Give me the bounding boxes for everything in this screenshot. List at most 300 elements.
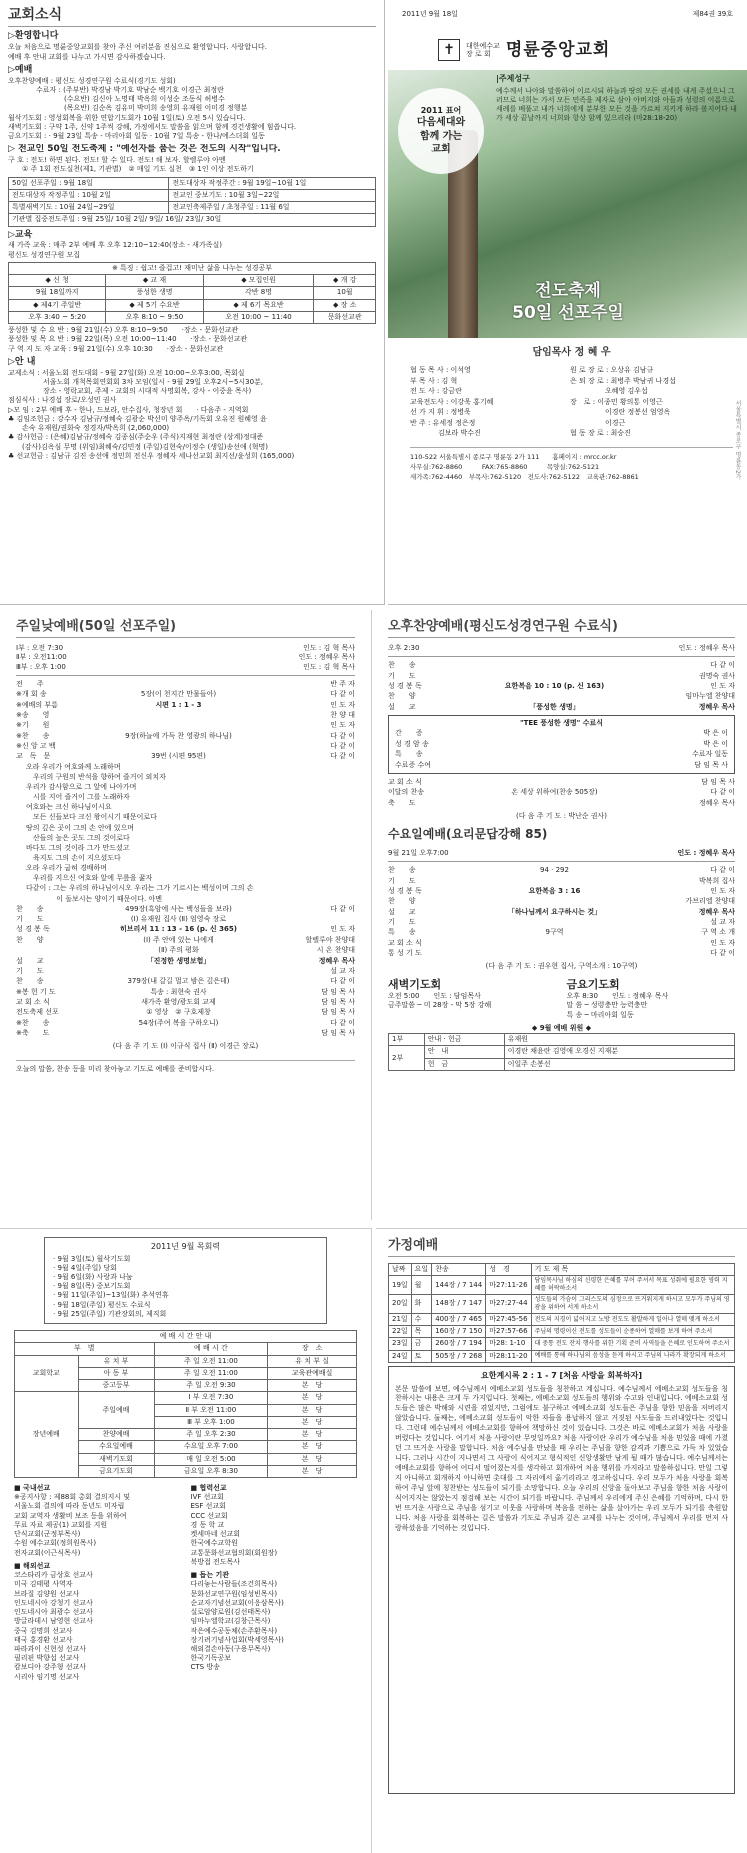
- senior-pastor: 담임목사 정 혜 우: [532, 347, 611, 358]
- order-item: 기 도: [16, 966, 44, 975]
- order-row: [16, 700, 355, 710]
- responsive-line: 바다도 그의 것이라 그가 만드셨고: [26, 843, 130, 852]
- notice-line: ♣ 감사헌금 : (은혜)김남규/정혜숙 김종심(주순우 (주식)지재현 최정란 (상계)정대준: [8, 433, 264, 442]
- education-line: 풍성한 및 수 요 반 : 9월 21일(수) 오후 8:10~9:50 ·장소 - 문화선교관: [8, 326, 239, 335]
- table-cell: 주님의 명령이신 전도를 성도들이 순종하여 열매를 보게 하여 주소서: [531, 1326, 734, 1338]
- notice-line: 서울노회 개척목회연회회 3차 모임(일시 - 9월 29일 오후2시~5시30분,: [8, 377, 264, 386]
- table-cell: 유재원: [504, 1034, 734, 1046]
- order-item: 이달의 찬송: [388, 788, 425, 797]
- order-detail: 379장(내 갈길 멀고 밤은 깊은데): [127, 977, 230, 986]
- table-cell: 수요일 오후 7:00: [154, 1441, 268, 1453]
- order-leader: 다 같 이: [330, 904, 355, 913]
- table-cell: 풍성한 생명: [106, 287, 203, 299]
- calendar-item: · 9월 4일(주일) 당회: [53, 1263, 117, 1272]
- table-row: [9, 214, 376, 226]
- cross-logo-icon: ✝: [438, 39, 460, 61]
- sunday-footer: 오늘의 말씀, 찬송 등을 미리 찾아놓고 기도로 예배를 준비합시다.: [16, 1060, 355, 1074]
- table-cell: 대 중통 전도 잔치 행사를 위한 기획 준비 사역들을 은혜로 인도하여 주소서: [531, 1338, 734, 1350]
- order-leader: 다 같 이: [330, 1018, 355, 1027]
- order-leader: 구 역 소 개: [701, 928, 735, 937]
- staff-cell: 원 로 장 로 : 오상유 김남규: [570, 366, 654, 375]
- order-row: [388, 777, 735, 787]
- table-cell: 담임목사님 하심의 신령한 은혜를 부어 주셔서 목표 성취에 필요한 영력 지혜를 허락하소서: [531, 1276, 734, 1295]
- table-cell: Ⅱ 부 오전 11:00: [154, 1404, 268, 1416]
- service-time-text: Ⅲ부 : 오후 1:00: [16, 662, 66, 671]
- notice-line: 교제소식 : 서울노회 전도대회 - 9월 27일(화) 오전 10:00~오후3:00, 목회실: [8, 368, 245, 377]
- order-leader: 설 교 자: [330, 966, 355, 975]
- order-item: ※봉 헌 기 도: [16, 987, 56, 996]
- mission-line: ESF 선교회: [190, 1502, 226, 1511]
- responsive-line: 우리를 지으신 여호와 앞에 무릎을 꿇자: [26, 874, 153, 883]
- order-item: ※축 도: [16, 1029, 50, 1038]
- table-cell: 본 당: [268, 1453, 357, 1465]
- calendar-item: · 9월 25일(주일) 기관장회의, 제직회: [53, 1309, 167, 1318]
- order-detail: 히브리서 11 : 13 - 16 (p. 신 365): [120, 925, 237, 934]
- dawn-prayer-line: 금주말씀 ─ 미 28장 - 막 5장 강해: [388, 1001, 492, 1010]
- committee-title: ◆ 9월 예배 위원 ◆: [531, 1023, 592, 1032]
- education-line: 새 가족 교육 : 매주 2부 예배 후 오후 12:10~12:40(장소 - 새가족실): [8, 241, 222, 250]
- mission-line: 해외결손아동(구용무목사): [190, 1644, 271, 1653]
- order-item: ※예배의 부름: [16, 700, 58, 709]
- mission-line: 중국 김명희 선교사: [14, 1626, 73, 1635]
- table-cell: 24일: [389, 1350, 412, 1362]
- notice-line: 손숙 유재원/권화숙 정경자/박옥희 (2,060,000): [8, 424, 170, 433]
- table-cell: 마28:11-20: [486, 1350, 531, 1362]
- table-cell: ◆ 개 강: [314, 275, 376, 287]
- order-row: [16, 710, 355, 720]
- order-row: [16, 914, 355, 924]
- table-cell: 22일: [389, 1326, 412, 1338]
- order-leader: 시 온 찬양대: [316, 946, 355, 955]
- contact-info: [410, 447, 733, 482]
- sermon-title: 「하나님께서 요구하시는 것」: [507, 907, 602, 916]
- calendar-item: · 9월 6일(화) 사랑과 나눔: [53, 1273, 133, 1282]
- order-item: 간 증: [395, 729, 423, 738]
- table-cell: 주 일 오전 9:30: [154, 1380, 268, 1392]
- table-cell: 마27:11-26: [486, 1276, 531, 1295]
- service-leader: 인도 : 김 혁 목사: [303, 644, 355, 653]
- worship-line: (목요반) 김순옥 김유미 박미희 송영희 유재원 이미경 정행분: [8, 104, 248, 113]
- motto-circle: [398, 88, 484, 174]
- staff-row: [410, 418, 733, 429]
- table-cell: ◆ 제 6기 목요반: [203, 299, 314, 311]
- devotional-text: 본문 말씀에 보면, 예수님께서 에베소교회 성도들을 칭찬하고 계십니다. 예수님께서 에베소교회 성도들을 칭찬하시는 내용은 크게 두 가지입니다. 첫째는, 에베소교회 성도들의 행위와 수고와 인내입니다. 에베소교회 성도들은 많은 박해와 시련을 겪었지만, 그럼에도 불구하고 에베소교회 성도들은 주님을 향한 믿음을 저버리지 않았습니다. 둘째는, 에베소교회 성도들이 악한 자들을 용납하지 않고 거짓된 사도들을 드러내었다는 것입니다. 그런데 예수님께서 에베소교회를 향하여 책망하신 것이 있습니다. 그것은 바로 에베소교회가 처음 사랑을 버렸다는 것입니다. 여기서 처음 사랑이란 무엇일까요? 처음 사랑이란 우리가 예수님을 처음 믿었을 때에 가졌던 그 뜨거운 사랑을 말합니다. 처음 예수님을 만났을 때 우리는 주님을 향한 감격과 기쁨으로 가득 차 있었습니다. 그러나 시간이 지나면서 그 사랑이 식어지고 형식적인 신앙생활만 남게 될 때가 많습니다. 예수님께서는 에베소교회를 향하여 어디서 떨어졌는지를 생각하고 회개하여 처음 행위를 가지라고 말씀하십니다. 만일 그렇지 아니하고 회개하지 아니하면 촛대를 그 자리에서 옮기리라고 경고하십니다. 우리 모두가 처음 사랑을 회복하여 주님 앞에 칭찬받는 성도들이 되기를 소망합니다. 오늘 우리의 신앙을 돌아보고 주님을 향한 처음 사랑이 식어지지는 않았는지 점검해 보는 시간이 되기를 바랍니다. 주님께서 우리에게 주신 은혜를 기억하며, 다시 한 번 뜨거운 사랑으로 주님을 섬기고 이웃을 사랑하며 복음을 전하는 삶을 살아가는 우리 모두가 되기를 축원합니다. 처음 사랑을 회복하는 길은 말씀과 기도로 주님과 깊은 교제를 나누는 것이며, 주님께서 우리를 먼저 사랑하셨음을 기억하는 것입니다.: [395, 1384, 728, 1532]
- ministry-calendar: [44, 1237, 327, 1324]
- service-leader: 인도 : 정혜우 목사: [298, 653, 355, 662]
- order-leader: 인 도 자: [710, 682, 735, 691]
- notice-heading: ▷안 내: [8, 356, 36, 367]
- order-row: [16, 1018, 355, 1028]
- motto-line: 교회: [431, 143, 451, 155]
- table-cell: 마27:27-44: [486, 1295, 531, 1314]
- friday-prayer-line: 오후 8:30 인도 : 정혜우 목사: [566, 992, 669, 1001]
- mission-line: 임마누엘학교(김창근목사): [190, 1617, 271, 1626]
- table-cell: 19일: [389, 1276, 412, 1295]
- order-row: [16, 1007, 355, 1017]
- mission-line: 브라질 김양원 선교사: [14, 1589, 80, 1598]
- table-cell: 예배를 통해 하나님의 음성을 듣게 하시고 주님의 나라가 확장되게 하소서: [531, 1350, 734, 1362]
- order-row: [16, 935, 355, 945]
- order-row: [16, 731, 355, 741]
- table-cell: 화: [411, 1295, 432, 1314]
- sermon-title: 「풍성한 생명」: [529, 702, 580, 711]
- dawn-prayer-line: 오전 5:00 인도 : 담임목사: [388, 992, 481, 1001]
- order-row: [388, 702, 735, 712]
- table-cell: 마27:57-66: [486, 1326, 531, 1338]
- contact-line: 사무실:762-8860 FAX:765-8860 목양실:762-5121: [410, 462, 600, 471]
- table-cell: 본 당: [268, 1392, 357, 1404]
- service-time-text: Ⅱ부 : 오전11:00: [16, 653, 67, 662]
- table-cell: 전교인 중보기도 : 10월 3일~22일: [169, 189, 376, 201]
- order-row: [388, 948, 735, 958]
- table-cell: 전도대상자 작정주일 : 10월 2일: [9, 189, 169, 201]
- order-detail: 새가족 환영/광도회 교제: [141, 997, 216, 1006]
- order-item: 기 도: [388, 876, 416, 885]
- order-row: [388, 896, 735, 906]
- order-item: 기 도: [388, 671, 416, 680]
- table-cell: 본 당: [268, 1404, 357, 1416]
- table-header: 성 경: [486, 1264, 531, 1276]
- bulletin-issue: 제84권 39호: [692, 10, 733, 19]
- table-cell: Ⅰ 부 오전 7:30: [154, 1392, 268, 1404]
- worship-line: 금요기도회 : · 9월 23일 특송 - 마리아회 일동 · 10월 7일 특송 - 한나/에스더회 일동: [8, 132, 265, 141]
- order-item: 찬 양: [16, 935, 44, 944]
- table-cell: 헌 금: [424, 1058, 504, 1070]
- mission-line: 한국예수교학원: [190, 1539, 238, 1548]
- order-leader: 다 같 이: [710, 866, 735, 875]
- table-cell: 160장 / 7 150: [432, 1326, 486, 1338]
- table-row: [389, 1046, 735, 1058]
- order-item: 성 경 암 송: [395, 739, 429, 748]
- sermon-title: 「진정한 생명보험」: [146, 956, 211, 965]
- bible-study-table: [8, 262, 376, 324]
- table-cell: 148장 / 7 147: [432, 1295, 486, 1314]
- wednesday-title: 수요일예배(요리문답강해 85): [388, 827, 548, 842]
- table-row: [9, 202, 376, 214]
- bulletin-date: 2011년 9월 18일: [402, 10, 458, 19]
- table-cell: 새벽기도회: [78, 1453, 154, 1465]
- welcome-line: 오늘 처음으로 명륜중앙교회를 찾아 주신 여러분을 진심으로 환영합니다. 사랑합니다.: [8, 43, 267, 52]
- table-cell: 오전 10:00 ~ 11:40: [203, 311, 314, 323]
- order-detail: (Ⅰ) 유재원 집사 (Ⅱ) 엄영숙 장로: [130, 915, 227, 924]
- table-cell: 교육관예배실: [268, 1367, 357, 1379]
- graduation-title: "TEE 풍성한 생명" 수료식: [519, 719, 604, 728]
- mission-line: 인도네시아 최광수 선교사: [14, 1608, 93, 1617]
- mission-line: 북방접 전도목사: [190, 1557, 241, 1566]
- table-cell: 찬양예배: [78, 1429, 154, 1441]
- news-title: 교회소식: [8, 6, 376, 27]
- motto-line: 함께 가는: [419, 130, 463, 142]
- order-row: [388, 907, 735, 917]
- table-cell: ◆ 신 청: [9, 275, 106, 287]
- staff-row: [410, 428, 733, 439]
- mission-line: 단식교회(군정부목사): [14, 1530, 81, 1539]
- table-cell: 144장 / 7 144: [432, 1276, 486, 1295]
- table-row: [9, 262, 376, 274]
- table-cell: 이경란 채윤란 김영애 오경신 지재분: [504, 1046, 734, 1058]
- order-row: [388, 927, 735, 937]
- motto-line: 2011 표어: [420, 105, 462, 115]
- cover-panel: [388, 0, 747, 605]
- contact-line: 110-522 서울특별시 종로구 명륜동 2가 111 홈페이지 : mrcc.or.kr: [410, 452, 617, 461]
- table-cell: 목: [411, 1326, 432, 1338]
- table-row: [389, 1338, 735, 1350]
- notice-line: 장소 - 영락교회, 주제 - 교회의 시대적 사명회복, 강사 - 이중윤 목사): [8, 387, 252, 396]
- order-row: [388, 660, 735, 670]
- responsive-line: 오라 우리가 굽혀 경배하며: [26, 864, 108, 873]
- order-row: [16, 720, 355, 730]
- responsive-line: 우리의 구원의 반석을 향하여 즐거이 외치자: [26, 772, 166, 781]
- mission-line: 필리핀 박향섭 선교사: [14, 1654, 80, 1663]
- table-cell: ◆ 교 재: [106, 275, 203, 287]
- mission-line: 전자교회(이근식목사): [14, 1548, 81, 1557]
- order-detail: [440, 671, 669, 681]
- mission-line: IVF 선교회: [190, 1493, 224, 1502]
- table-cell: 주 일 오후 2:30: [154, 1429, 268, 1441]
- order-row: [16, 987, 355, 997]
- table-cell: 505장 / 7 268: [432, 1350, 486, 1362]
- table-header: 예 배 시 간: [154, 1343, 268, 1355]
- order-detail: 54장(주여 복을 구하오니): [138, 1018, 219, 1027]
- mission-line: 켓세마네 선교회: [190, 1530, 241, 1539]
- order-leader: 정혜우 목사: [318, 956, 355, 965]
- church-news-panel: [0, 0, 385, 605]
- service-time-text: 오후 2:30: [388, 644, 420, 653]
- responsive-line: 산들의 높은 곳도 그의 것이로다: [26, 833, 130, 842]
- calendar-item: · 9월 3일(토) 월삭기도회: [53, 1254, 131, 1263]
- service-time-text: Ⅰ부 : 오전 7:30: [16, 644, 64, 653]
- foreign-missions-title: ■ 해외선교: [14, 1561, 51, 1570]
- order-item: ※찬 송: [16, 731, 50, 740]
- mission-line: 장기려기념사업회(박세영목사): [190, 1635, 284, 1644]
- order-detail: 499장(흑암에 사는 백성들을 보라): [125, 904, 232, 913]
- evangelism-line: ① 주 1회 전도실천(제1, 기관별) ② 매일 기도 실천 ③ 1인 이상 전도하기: [8, 165, 254, 174]
- table-cell: 이일주 손봉선: [504, 1058, 734, 1070]
- order-leader: 담 임 목 사: [321, 987, 355, 996]
- table-header: 장 소: [268, 1343, 357, 1355]
- calendar-title: 2011년 9월 목회력: [150, 1242, 221, 1251]
- order-item: 교 회 소 식: [388, 777, 422, 786]
- mission-line: 인도네시아 강청기 선교사: [14, 1598, 93, 1607]
- order-row: [16, 945, 355, 955]
- family-title: 가정예배: [388, 1237, 735, 1257]
- staff-cell: 협 동 목 사 : 이석영: [410, 366, 471, 375]
- order-detail: (Ⅱ) 주의 평화: [158, 946, 199, 955]
- order-item: 통 성 기 도: [388, 949, 422, 958]
- order-row: [395, 739, 728, 749]
- order-leader: 다 같 이: [710, 788, 735, 797]
- order-row: [395, 749, 728, 759]
- table-cell: 특별새벽기도 : 10월 24일~29일: [9, 202, 169, 214]
- table-cell: 본 당: [268, 1465, 357, 1477]
- order-row: [388, 671, 735, 681]
- next-prayer-note: (다 음 주 기 도 : 박난순 권사): [515, 811, 608, 820]
- order-leader: [289, 914, 355, 924]
- table-cell: 수: [411, 1314, 432, 1326]
- aid-orgs-title: ■ 돕는 기관: [190, 1571, 230, 1580]
- staff-cell: 전 도 사 : 강금란: [410, 387, 462, 396]
- order-leader: 다 같 이: [330, 690, 355, 699]
- table-row: [9, 299, 376, 311]
- order-leader: 정혜우 목사: [698, 702, 735, 711]
- committee-table: [388, 1033, 735, 1071]
- order-detail: 요한복음 3 : 16: [528, 886, 581, 895]
- order-leader: 찬 양 대: [330, 710, 355, 719]
- order-leader: 담 임 목 사: [321, 997, 355, 1006]
- order-row: [16, 924, 355, 934]
- table-cell: 23일: [389, 1338, 412, 1350]
- order-row: [388, 787, 735, 797]
- order-item: 찬 송: [16, 977, 44, 986]
- worship-line: 새벽기도회 : 구약 1주, 신약 1주씩 강해, 가정에서도 말씀을 읽으며 함께 경건생활에 힘씁니다.: [8, 122, 297, 131]
- table-row: [9, 189, 376, 201]
- table-header: 요일: [411, 1264, 432, 1276]
- mission-line: 캄보디아 강주형 선교사: [14, 1663, 87, 1672]
- order-leader: 박 은 이: [703, 739, 728, 748]
- next-prayer-note: (다 음 주 기 도 (Ⅰ) 이규식 집사 (Ⅱ) 이경근 장로): [112, 1042, 259, 1051]
- staff-cell: 은 퇴 장 로 : 최병주 박남귀 나경섭: [570, 376, 676, 385]
- family-worship-table: [388, 1263, 735, 1363]
- table-cell: 문화선교관: [314, 311, 376, 323]
- calendar-item: · 9월 18일(주일) 평신도 수료식: [53, 1300, 151, 1309]
- order-row: [16, 689, 355, 699]
- table-cell: 중고등부: [78, 1380, 154, 1392]
- table-cell: 전교인축제주일 / 초청주일 : 11월 6일: [169, 202, 376, 214]
- worship-line: 수료자 : (주부반) 박경남 박기호 박남순 백기호 이경근 최정란: [8, 85, 224, 94]
- order-item: 기 도: [388, 918, 416, 927]
- evangelism-line: 구 호 : 전도! 하면 된다. 전도! 할 수 있다. 전도! 해 보자. 할렐루야 아멘: [8, 156, 226, 165]
- table-caption: ※ 특징 : 쉽고! 즐겁고! 재미난 삶을 나누는 성경공부: [9, 262, 376, 274]
- missions-left: [14, 1484, 181, 1682]
- table-cell: 오후 8:10 ~ 9:50: [106, 311, 203, 323]
- order-leader: 박 은 이: [703, 729, 728, 738]
- order-detail: [68, 710, 289, 720]
- staff-row: [410, 386, 733, 397]
- order-detail: 5장(이 천지간 만물들아): [140, 690, 217, 699]
- order-leader: 정혜우 목사: [698, 798, 735, 807]
- table-row: [389, 1314, 735, 1326]
- mission-line: 한국기독공보: [190, 1654, 232, 1663]
- theme-verse: [496, 74, 740, 123]
- mission-line: 태국 홍경환 선교사: [14, 1635, 73, 1644]
- table-cell: 본 당: [268, 1380, 357, 1392]
- table-row: [15, 1392, 357, 1404]
- table-cell: 9월 18일까지: [9, 287, 106, 299]
- responsive-line: 이 돌보시는 양이기 때문이다. 아멘: [26, 894, 163, 903]
- responsive-line: 땅의 깊은 곳이 그의 손 안에 있으며: [26, 823, 135, 832]
- service-time: [16, 644, 355, 653]
- staff-cell: 부 목 사 : 김 혁: [410, 376, 458, 385]
- education-line: 평신도 성경연구원 모집: [8, 250, 81, 259]
- order-item: 찬 양: [388, 897, 416, 906]
- table-cell: 260장 / 7 194: [432, 1338, 486, 1350]
- responsive-line: 오라 우리가 여호와께 노래하며: [26, 762, 121, 771]
- domestic-missions-title: ■ 국내선교: [14, 1484, 51, 1492]
- table-cell: 본 당: [268, 1429, 357, 1441]
- table-cell: 21일: [389, 1314, 412, 1326]
- education-line: 풍성한 및 목 요 반 : 9월 22일(목) 오전 10:00~11:40 ·장소 - 문화선교관: [8, 335, 248, 344]
- order-row: [16, 976, 355, 986]
- order-item: 기 도: [16, 915, 44, 924]
- feast-line: 전도축제: [535, 281, 601, 301]
- order-item: 교 회 소 식: [16, 997, 50, 1006]
- order-row: [16, 1028, 355, 1038]
- table-cell: 2부: [389, 1046, 425, 1070]
- service-time: [388, 849, 735, 858]
- dawn-prayer: [388, 978, 557, 1020]
- mission-line: 무료 자료 제공(1) 교회를 지원: [14, 1520, 108, 1529]
- table-row: [15, 1355, 357, 1367]
- table-cell: 유 치 부 실: [268, 1355, 357, 1367]
- responsive-line: 시를 지어 즐거이 그를 노래하자: [26, 793, 130, 802]
- order-detail: [68, 1028, 289, 1038]
- order-item: 수료증 수여: [395, 760, 432, 769]
- table-row: [389, 1350, 735, 1362]
- order-row: [16, 966, 355, 976]
- order-row: [395, 760, 728, 770]
- theme-verse-text: 예수께서 나아와 말씀하여 이르시되 하늘과 땅의 모든 권세를 내게 주셨으니 그러므로 너희는 가서 모든 민족을 제자로 삼아 아버지와 아들과 성령의 이름으로 세례를 베풀고 내가 너희에게 분부한 모든 것을 가르쳐 지키게 하라 볼지어다 내가 세상 끝날까지 너희와 항상 함께 있으리라 (마28:18-20): [496, 86, 737, 123]
- order-detail: [440, 948, 669, 958]
- table-cell: 유 치 부: [78, 1355, 154, 1367]
- table-cell: Ⅲ 부 오후 1:00: [154, 1416, 268, 1428]
- staff-row: [410, 397, 733, 408]
- mission-line: 방글라데시 남영현 선교사: [14, 1617, 93, 1626]
- family-worship-panel: [376, 1228, 747, 1853]
- table-row: [389, 1058, 735, 1070]
- table-caption: 예 배 시 간 안 내: [15, 1331, 357, 1343]
- table-cell: 기관별 집중전도주일 : 9월 25일/ 10월 2일/ 9일/ 16일/ 23일/ 30일: [9, 214, 376, 226]
- education-heading: ▷교육: [8, 229, 33, 240]
- table-cell: ◆ 제4기 주일반: [9, 299, 106, 311]
- order-leader: 담 임 목 사: [321, 1008, 355, 1017]
- order-item: 설 교: [388, 907, 416, 916]
- table-cell: 금요기도회: [78, 1465, 154, 1477]
- friday-prayer-line: 특 송 ─ 마리아회 일동: [566, 1010, 634, 1019]
- order-item: 특 송: [388, 928, 416, 937]
- next-prayer-note: (다 음 주 기 도 : 권우현 집사, 구역소개 : 10구역): [485, 962, 638, 971]
- calendar-item: · 9월 11일(주일)~13일(화) 추석연휴: [53, 1291, 169, 1300]
- order-detail: [68, 720, 289, 730]
- calendar-panel: [0, 1228, 372, 1853]
- order-leader: 설 교 자: [710, 918, 735, 927]
- table-cell: 50일 선포주일 : 9월 18일: [9, 177, 169, 189]
- denomination-line: 대한예수교: [466, 41, 500, 50]
- order-leader: 다 같 이: [710, 661, 735, 670]
- missions-right: [191, 1484, 358, 1682]
- order-detail: 9장(하늘에 가득 찬 영광의 하나님): [125, 731, 232, 740]
- table-cell: 400장 / 7 465: [432, 1314, 486, 1326]
- order-detail: 9구역: [545, 928, 564, 937]
- friday-prayer-line: 말 씀 ─ 성령충만 능력충만: [566, 1001, 648, 1010]
- responsive-line: 여호와는 크신 하나님이시요: [26, 803, 112, 812]
- evangelism-heading: ▷ 전교인 50일 전도축제 : "예선자를 품는 것은 전도의 시작"입니다.: [8, 144, 281, 155]
- order-detail: [68, 741, 289, 751]
- responsive-line: 다같이 : 그는 우리의 하나님이시오 우리는 그가 기르시는 백성이며 그의 손: [26, 884, 254, 893]
- order-row: [395, 728, 728, 738]
- worship-line: 오후찬양예배 : 평신도 성경연구원 수료식(경기도 성회): [8, 76, 176, 85]
- order-detail: [440, 917, 669, 927]
- table-row: [389, 1295, 735, 1314]
- order-detail: (Ⅰ) 주 안에 있는 나에게: [143, 935, 214, 944]
- staff-cell: 이경란 정봉선 엄영옥: [570, 408, 671, 417]
- table-cell: 주 일 오전 11:00: [154, 1355, 268, 1367]
- staff-row: [410, 407, 733, 418]
- mission-line: 수원 예수교회(정희원목사): [14, 1539, 97, 1548]
- order-detail: [440, 691, 669, 701]
- table-cell: ◆ 장 소: [314, 299, 376, 311]
- table-cell: 금요일 오후 8:30: [154, 1465, 268, 1477]
- table-cell: 주일예배: [78, 1392, 154, 1429]
